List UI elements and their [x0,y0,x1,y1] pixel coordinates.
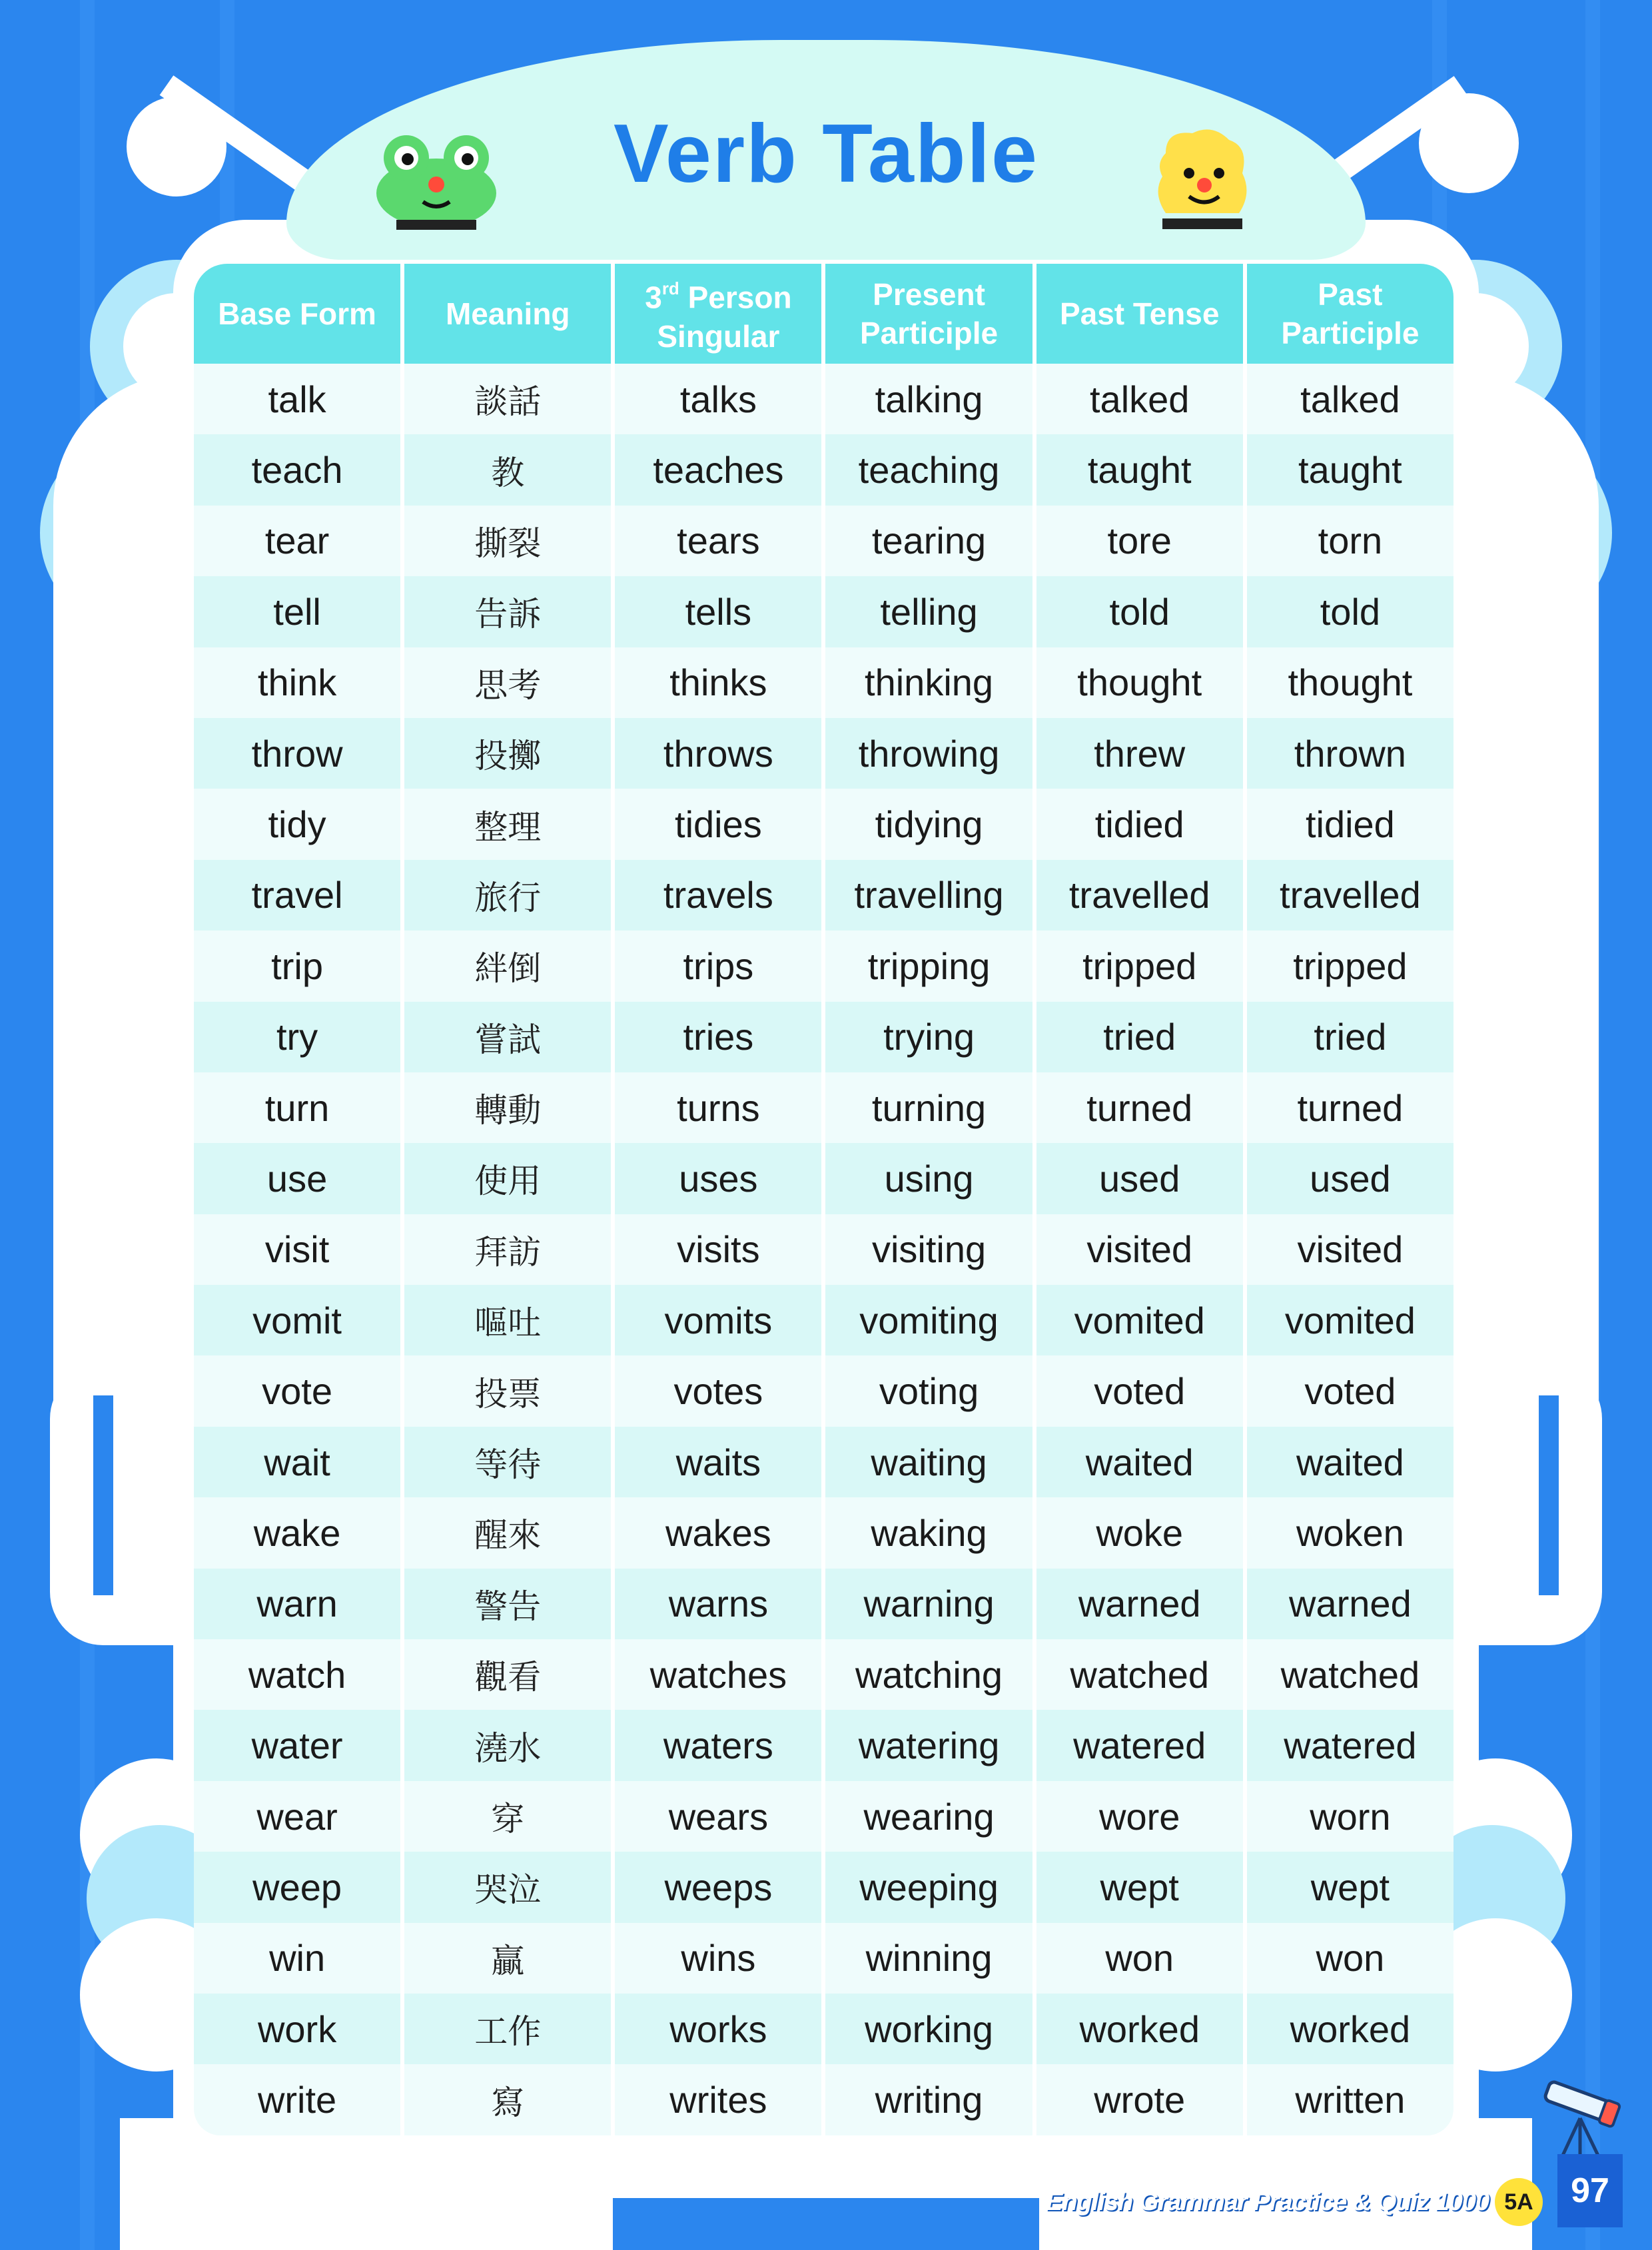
cell-third-person: warns [615,1569,821,1639]
cell-meaning: 投票 [404,1355,611,1426]
cell-base-form: visit [194,1214,400,1285]
cell-past-tense: visited [1036,1214,1243,1285]
cell-past-participle: worked [1247,1994,1453,2064]
cell-meaning: 嘗試 [404,1002,611,1072]
cell-third-person: turns [615,1072,821,1143]
table-row [194,1285,1453,1355]
cell-past-tense: talked [1036,364,1243,434]
cell-past-tense: tried [1036,1002,1243,1072]
cell-past-participle: watered [1247,1710,1453,1780]
cell-past-tense: vomited [1036,1285,1243,1355]
cell-base-form: wear [194,1781,400,1852]
cell-base-form: watch [194,1639,400,1710]
cell-present-participle: travelling [825,860,1032,931]
cell-base-form: wake [194,1497,400,1568]
cell-base-form: think [194,647,400,718]
cell-meaning: 哭泣 [404,1852,611,1922]
cell-meaning: 旅行 [404,860,611,931]
header-present-participle-line2: Participle [860,316,999,350]
cell-third-person: talks [615,364,821,434]
cell-past-participle: vomited [1247,1285,1453,1355]
cell-present-participle: waking [825,1497,1032,1568]
cell-meaning: 使用 [404,1143,611,1214]
cell-past-participle: thrown [1247,718,1453,789]
cell-past-participle: wept [1247,1852,1453,1922]
cell-meaning: 轉動 [404,1072,611,1143]
table-row [194,1355,1453,1426]
cell-base-form: tear [194,506,400,576]
cell-past-participle: told [1247,576,1453,647]
cell-third-person: uses [615,1143,821,1214]
table-row [194,1994,1453,2064]
cell-third-person: throws [615,718,821,789]
cell-base-form: win [194,1923,400,1994]
cell-meaning: 嘔吐 [404,1285,611,1355]
cell-present-participle: winning [825,1923,1032,1994]
cell-meaning: 贏 [404,1923,611,1994]
table-row [194,1497,1453,1568]
cell-meaning: 等待 [404,1427,611,1497]
cell-third-person: writes [615,2064,821,2135]
cell-third-person: weeps [615,1852,821,1922]
header-past-participle [1247,264,1453,364]
cell-meaning: 穿 [404,1781,611,1852]
cell-past-tense: told [1036,576,1243,647]
cell-third-person: tears [615,506,821,576]
header-third-person-label: Person [679,280,792,315]
table-row [194,1072,1453,1143]
cell-past-participle: thought [1247,647,1453,718]
cell-meaning: 告訴 [404,576,611,647]
header-third-person-line2: Singular [657,318,780,354]
table-row [194,718,1453,789]
cell-base-form: try [194,1002,400,1072]
cell-base-form: wait [194,1427,400,1497]
cell-present-participle: trying [825,1002,1032,1072]
cell-past-participle: woken [1247,1497,1453,1568]
cell-meaning: 觀看 [404,1639,611,1710]
cell-past-participle: tried [1247,1002,1453,1072]
cell-present-participle: throwing [825,718,1032,789]
cell-third-person: wears [615,1781,821,1852]
page-title: Verb Table [614,108,1038,200]
cell-past-participle: worn [1247,1781,1453,1852]
cell-third-person: vomits [615,1285,821,1355]
table-row [194,364,1453,434]
cell-past-tense: voted [1036,1355,1243,1426]
cell-present-participle: waiting [825,1427,1032,1497]
cell-past-participle: voted [1247,1355,1453,1426]
table-row [194,1781,1453,1852]
cell-past-tense: tripped [1036,931,1243,1001]
cell-base-form: water [194,1710,400,1780]
cell-meaning: 談話 [404,364,611,434]
cell-third-person: wakes [615,1497,821,1568]
cell-third-person: visits [615,1214,821,1285]
cell-base-form: tell [194,576,400,647]
table-row [194,860,1453,931]
cell-past-participle: watched [1247,1639,1453,1710]
cell-past-participle: turned [1247,1072,1453,1143]
book-title: English Grammar Practice & Quiz 1000 [1046,2188,1489,2216]
cell-past-tense: woke [1036,1497,1243,1568]
cell-base-form: vote [194,1355,400,1426]
cell-past-participle: used [1247,1143,1453,1214]
cell-past-tense: watched [1036,1639,1243,1710]
cell-third-person: votes [615,1355,821,1426]
header-third-person-singular [615,264,821,364]
cell-base-form: teach [194,434,400,505]
table-row [194,1002,1453,1072]
table-row [194,1710,1453,1780]
cell-present-participle: tripping [825,931,1032,1001]
cell-present-participle: talking [825,364,1032,434]
cell-meaning: 撕裂 [404,506,611,576]
cell-base-form: throw [194,718,400,789]
cell-base-form: trip [194,931,400,1001]
cell-past-participle: travelled [1247,860,1453,931]
cell-base-form: tidy [194,789,400,859]
cell-past-participle: won [1247,1923,1453,1994]
table-row [194,931,1453,1001]
cell-present-participle: watering [825,1710,1032,1780]
table-row [194,789,1453,859]
cell-third-person: watches [615,1639,821,1710]
cell-base-form: talk [194,364,400,434]
cell-present-participle: telling [825,576,1032,647]
cell-present-participle: tearing [825,506,1032,576]
cell-third-person: tries [615,1002,821,1072]
level-badge: 5A [1495,2178,1543,2226]
cell-third-person: teaches [615,434,821,505]
cell-past-tense: watered [1036,1710,1243,1780]
table-header-row [194,264,1453,364]
cell-past-tense: won [1036,1923,1243,1994]
cell-past-participle: taught [1247,434,1453,505]
cell-past-participle: torn [1247,506,1453,576]
cell-present-participle: weeping [825,1852,1032,1922]
table-row [194,434,1453,505]
cell-base-form: warn [194,1569,400,1639]
cell-third-person: trips [615,931,821,1001]
cell-past-participle: tripped [1247,931,1453,1001]
cell-base-form: travel [194,860,400,931]
cell-past-tense: warned [1036,1569,1243,1639]
cell-third-person: tells [615,576,821,647]
cell-meaning: 寫 [404,2064,611,2135]
cell-third-person: works [615,1994,821,2064]
cell-meaning: 思考 [404,647,611,718]
cell-third-person: waters [615,1710,821,1780]
header-present-participle [825,264,1032,364]
cell-past-tense: tore [1036,506,1243,576]
table-row [194,647,1453,718]
cell-present-participle: vomiting [825,1285,1032,1355]
cell-present-participle: voting [825,1355,1032,1426]
cell-present-participle: turning [825,1072,1032,1143]
cell-base-form: write [194,2064,400,2135]
cell-third-person: waits [615,1427,821,1497]
cell-present-participle: wearing [825,1781,1032,1852]
cell-past-tense: waited [1036,1427,1243,1497]
header-past-tense: Past Tense [1036,264,1243,364]
cell-meaning: 投擲 [404,718,611,789]
table-row [194,576,1453,647]
cell-past-tense: turned [1036,1072,1243,1143]
cell-base-form: vomit [194,1285,400,1355]
table-row [194,1639,1453,1710]
cell-past-participle: warned [1247,1569,1453,1639]
table-row [194,506,1453,576]
cell-present-participle: tidying [825,789,1032,859]
telescope-icon [1539,2071,1625,2158]
cell-present-participle: visiting [825,1214,1032,1285]
header-meaning: Meaning [404,264,611,364]
cell-third-person: wins [615,1923,821,1994]
cell-past-participle: tidied [1247,789,1453,859]
cell-past-tense: threw [1036,718,1243,789]
cell-past-participle: waited [1247,1427,1453,1497]
table-body [194,364,1453,2135]
cell-past-tense: travelled [1036,860,1243,931]
cell-past-tense: taught [1036,434,1243,505]
cell-past-tense: wrote [1036,2064,1243,2135]
cell-meaning: 絆倒 [404,931,611,1001]
cell-present-participle: watching [825,1639,1032,1710]
table-row [194,1427,1453,1497]
cell-meaning: 教 [404,434,611,505]
cell-present-participle: thinking [825,647,1032,718]
cell-past-tense: used [1036,1143,1243,1214]
cell-present-participle: working [825,1994,1032,2064]
cell-past-tense: worked [1036,1994,1243,2064]
table-row [194,1852,1453,1922]
table-row [194,1214,1453,1285]
page-number: 97 [1557,2154,1623,2227]
cell-present-participle: writing [825,2064,1032,2135]
header-base-form: Base Form [194,264,400,364]
cell-past-tense: wept [1036,1852,1243,1922]
cell-past-participle: written [1247,2064,1453,2135]
header-past-participle-line1: Past [1318,277,1383,312]
header-past-participle-line2: Participle [1281,316,1420,350]
cell-past-participle: talked [1247,364,1453,434]
verb-table-container [194,264,1453,2135]
cell-meaning: 拜訪 [404,1214,611,1285]
table-row [194,1143,1453,1214]
cell-third-person: travels [615,860,821,931]
cell-past-tense: tidied [1036,789,1243,859]
cell-past-tense: wore [1036,1781,1243,1852]
cell-base-form: turn [194,1072,400,1143]
cell-meaning: 工作 [404,1994,611,2064]
table-row [194,1923,1453,1994]
table-row [194,2064,1453,2135]
cell-meaning: 醒來 [404,1497,611,1568]
cell-present-participle: using [825,1143,1032,1214]
verb-table [190,264,1457,2135]
cell-base-form: use [194,1143,400,1214]
cell-base-form: work [194,1994,400,2064]
cell-present-participle: warning [825,1569,1032,1639]
cell-meaning: 澆水 [404,1710,611,1780]
cell-past-participle: visited [1247,1214,1453,1285]
table-row [194,1569,1453,1639]
header-present-participle-line1: Present [873,277,985,312]
cell-present-participle: teaching [825,434,1032,505]
header-third-person-ordinal: rd [661,278,679,299]
cell-past-tense: thought [1036,647,1243,718]
cell-base-form: weep [194,1852,400,1922]
cell-meaning: 整理 [404,789,611,859]
header-third-person-number: 3 [645,280,662,315]
cell-meaning: 警告 [404,1569,611,1639]
cell-third-person: tidies [615,789,821,859]
cell-third-person: thinks [615,647,821,718]
